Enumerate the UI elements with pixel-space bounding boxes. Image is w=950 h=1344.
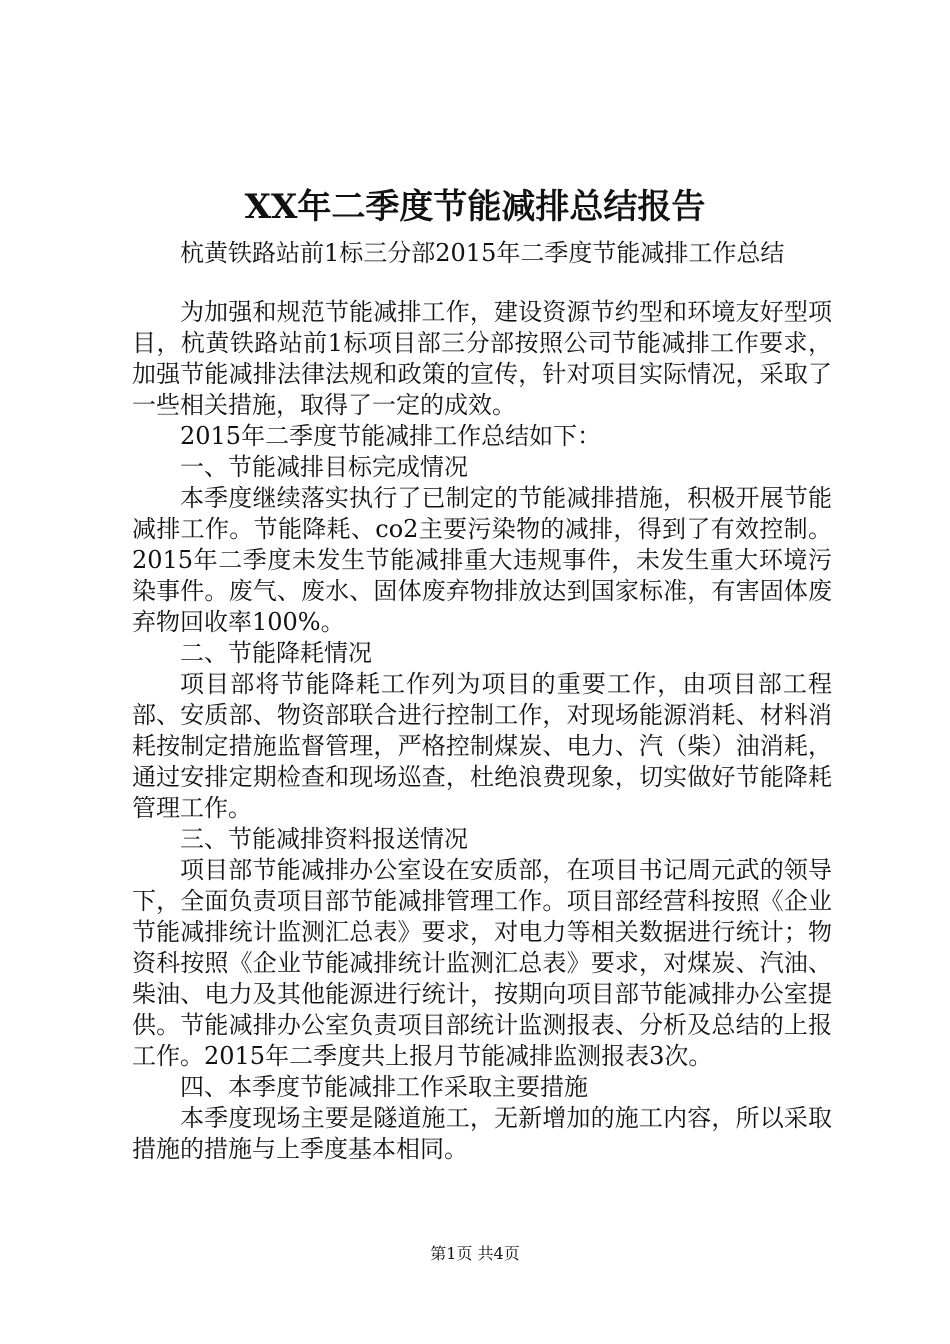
section-heading-1: 一、节能减排目标完成情况 xyxy=(180,453,468,481)
section-heading-4: 四、本季度节能减排工作采取主要措施 xyxy=(180,1073,588,1101)
section-heading-3: 三、节能减排资料报送情况 xyxy=(180,825,468,853)
intro-paragraph: 为加强和规范节能减排工作，建设资源节约型和环境友好型项目，杭黄铁路站前1标项目部三分部按照公司节能减排工作要求，加强节能减排法律法规和政策的宣传，针对项目实际情况，采取了一些相关措施，取得了一定的成效。 xyxy=(132,298,832,419)
section-3-paragraph: 项目部节能减排办公室设在安质部，在项目书记周元武的领导下，全面负责项目部节能减排管理工作。项目部经营科按照《企业节能减排统计监测汇总表》要求，对电力等相关数据进行统计；物资科按照《企业节能减排统计监测汇总表》要求，对煤炭、汽油、柴油、电力及其他能源进行统计，按期向项目部节能减排办公室提供。节能减排办公室负责项目部统计监测报表、分析及总结的上报工作。2015年二季度共上报月节能减排监测报表3次。 xyxy=(132,856,832,1070)
section-1-paragraph: 本季度继续落实执行了已制定的节能减排措施，积极开展节能减排工作。节能降耗、co2主要污染物的减排，得到了有效控制。2015年二季度未发生节能减排重大违规事件，未发生重大环境污染事件。废气、废水、固体废弃物排放达到国家标准，有害固体废弃物回收率100%。 xyxy=(132,484,832,636)
summary-lead-paragraph: 2015年二季度节能减排工作总结如下： xyxy=(180,422,602,450)
section-4-paragraph: 本季度现场主要是隧道施工，无新增加的施工内容，所以采取措施的措施与上季度基本相同。 xyxy=(132,1104,832,1163)
section-heading-2: 二、节能降耗情况 xyxy=(180,639,372,667)
document-subtitle: 杭黄铁路站前1标三分部2015年二季度节能减排工作总结 xyxy=(180,239,785,267)
page-number-footer: 第1页 共4页 xyxy=(430,1244,520,1263)
document-body xyxy=(132,297,832,1165)
document-title: XX年二季度节能减排总结报告 xyxy=(244,187,706,227)
section-2-paragraph: 项目部将节能降耗工作列为项目的重要工作，由项目部工程部、安质部、物资部联合进行控制工作，对现场能源消耗、材料消耗按制定措施监督管理，严格控制煤炭、电力、汽（柴）油消耗，通过安排定期检查和现场巡查，杜绝浪费现象，切实做好节能降耗管理工作。 xyxy=(132,670,832,822)
